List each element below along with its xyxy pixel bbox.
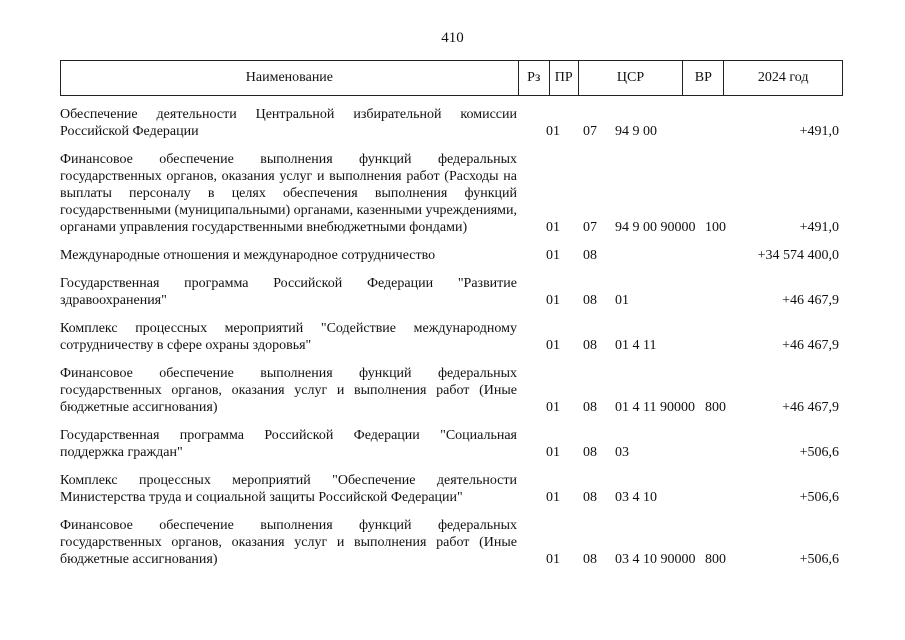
row-rz: 01 bbox=[546, 400, 560, 415]
row-csr: 01 4 11 bbox=[615, 338, 657, 353]
row-amount: +34 574 400,0 bbox=[757, 248, 839, 263]
row-pr: 07 bbox=[583, 220, 597, 235]
row-csr: 94 9 00 90000 bbox=[615, 220, 696, 235]
row-rz: 01 bbox=[546, 490, 560, 505]
table-row bbox=[60, 151, 843, 236]
row-name: Комплекс процессных мероприятий "Обеспечение деятельности Министерства труда и социальной защиты Российской Федерации" bbox=[60, 473, 517, 505]
row-rz: 01 bbox=[546, 445, 560, 460]
row-amount: +506,6 bbox=[799, 552, 839, 567]
row-amount: +506,6 bbox=[799, 445, 839, 460]
row-vr: 100 bbox=[705, 220, 726, 235]
row-name: Государственная программа Российской Федерации "Развитие здравоохранения" bbox=[60, 276, 517, 308]
row-csr: 01 4 11 90000 bbox=[615, 400, 695, 415]
row-rz: 01 bbox=[546, 338, 560, 353]
row-csr: 03 4 10 bbox=[615, 490, 657, 505]
table-header bbox=[60, 60, 843, 96]
table-row bbox=[60, 427, 843, 461]
header-vr: ВР bbox=[683, 61, 724, 95]
table-row bbox=[60, 106, 843, 140]
row-pr: 08 bbox=[583, 293, 597, 308]
header-csr: ЦСР bbox=[579, 61, 684, 95]
row-csr: 01 bbox=[615, 293, 629, 308]
row-name: Государственная программа Российской Федерации "Социальная поддержка граждан" bbox=[60, 428, 517, 460]
row-csr: 03 bbox=[615, 445, 629, 460]
header-name: Наименование bbox=[61, 61, 519, 95]
row-rz: 01 bbox=[546, 248, 560, 263]
row-pr: 07 bbox=[583, 124, 597, 139]
row-name: Финансовое обеспечение выполнения функций федеральных государственных органов, оказания услуг и выполнения работ (Иные бюджетные ассигнования) bbox=[60, 366, 517, 415]
row-rz: 01 bbox=[546, 552, 560, 567]
row-vr: 800 bbox=[705, 400, 726, 415]
row-name: Международные отношения и международное сотрудничество bbox=[60, 248, 436, 263]
table-row bbox=[60, 517, 843, 568]
table-row bbox=[60, 365, 843, 416]
row-pr: 08 bbox=[583, 445, 597, 460]
row-amount: +46 467,9 bbox=[782, 400, 839, 415]
header-rz: Рз bbox=[519, 61, 550, 95]
table-row bbox=[60, 472, 843, 506]
table-row bbox=[60, 275, 843, 309]
row-rz: 01 bbox=[546, 124, 560, 139]
row-vr: 800 bbox=[705, 552, 726, 567]
row-name: Финансовое обеспечение выполнения функций федеральных государственных органов, оказания услуг и выполнения работ (Иные бюджетные ассигнования) bbox=[60, 518, 517, 567]
row-csr: 94 9 00 bbox=[615, 124, 657, 139]
row-rz: 01 bbox=[546, 293, 560, 308]
row-pr: 08 bbox=[583, 400, 597, 415]
row-pr: 08 bbox=[583, 552, 597, 567]
row-rz: 01 bbox=[546, 220, 560, 235]
row-amount: +46 467,9 bbox=[782, 338, 839, 353]
table-body bbox=[60, 106, 843, 579]
row-pr: 08 bbox=[583, 248, 597, 263]
row-amount: +506,6 bbox=[799, 490, 839, 505]
row-amount: +491,0 bbox=[799, 220, 839, 235]
table-row bbox=[60, 247, 843, 264]
row-pr: 08 bbox=[583, 338, 597, 353]
header-year: 2024 год bbox=[757, 70, 809, 85]
header-pr: ПР bbox=[550, 61, 579, 95]
row-amount: +491,0 bbox=[799, 124, 839, 139]
table-row bbox=[60, 320, 843, 354]
page-number: 410 bbox=[441, 30, 464, 46]
row-name: Комплекс процессных мероприятий "Содействие международному сотрудничеству в сфере охраны здоровья" bbox=[60, 321, 517, 353]
row-pr: 08 bbox=[583, 490, 597, 505]
row-name: Обеспечение деятельности Центральной избирательной комиссии Российской Федерации bbox=[60, 107, 517, 139]
row-csr: 03 4 10 90000 bbox=[615, 552, 696, 567]
row-name: Финансовое обеспечение выполнения функций федеральных государственных органов, оказания услуг и выполнения работ (Расходы на выплаты персоналу в целях обеспечения выполнения функций государственными (муниципальными) органами, казенными учреждениями, органами управления государственными внебюджетными фондами) bbox=[60, 152, 517, 235]
row-amount: +46 467,9 bbox=[782, 293, 839, 308]
